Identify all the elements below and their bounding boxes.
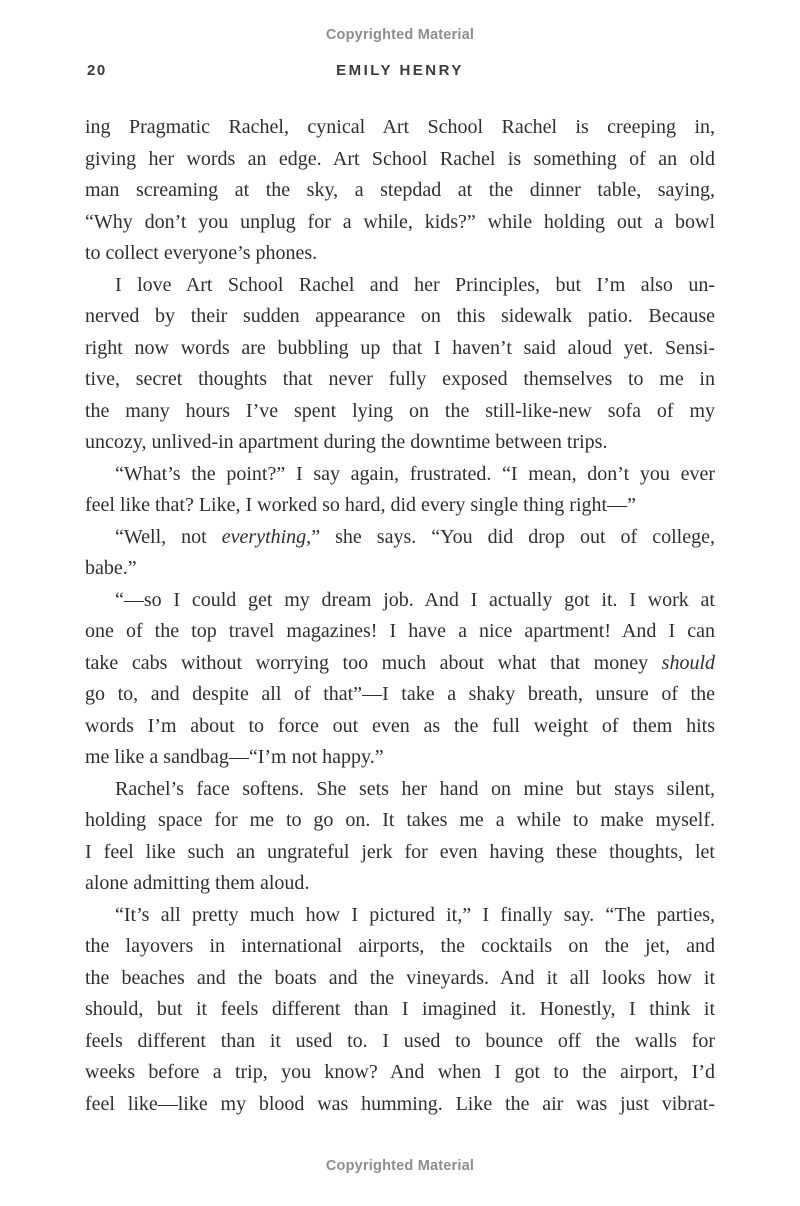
paragraph	[85, 900, 715, 1121]
text-line: I feel like such an ungrateful jerk for even having these thoughts, let	[85, 840, 715, 863]
text-line: weeks before a trip, you know? And when I got to the airport, I’d	[85, 1061, 715, 1083]
text-line: “It’s all pretty much how I pictured it,” I finally say. “The parties,	[115, 903, 715, 926]
text-line: holding space for me to go on. It takes me a while to make myself.	[85, 809, 715, 831]
text-line: “—so I could get my dream job. And I actually got it. I work at	[115, 588, 715, 611]
text-line: giving her words an edge. Art School Rachel is something of an old	[85, 147, 715, 170]
running-header	[85, 62, 715, 82]
text-line: the many hours I’ve spent lying on the still-like-new sofa of my	[85, 399, 715, 422]
text-line: should, but it feels different than I imagined it. Honestly, I think it	[85, 998, 715, 1020]
text-line: man screaming at the sky, a stepdad at the dinner table, saying,	[85, 179, 715, 201]
text-line: “Why don’t you unplug for a while, kids?” while holding out a bowl	[85, 210, 715, 233]
text-line: feel like that? Like, I worked so hard, did every single thing right—”	[85, 494, 636, 516]
text-line: feel like—like my blood was humming. Like the air was just vibrat-	[85, 1092, 715, 1115]
text-line: uncozy, unlived-in apartment during the downtime between trips.	[85, 431, 608, 453]
text-line: tive, secret thoughts that never fully exposed themselves to me in	[85, 368, 715, 390]
text-line: the layovers in international airports, the cocktails on the jet, and	[85, 935, 715, 957]
copyright-notice-top: Copyrighted Material	[325, 27, 475, 43]
text-line: words I’m about to force out even as the full weight of them hits	[85, 714, 715, 737]
text-line: to collect everyone’s phones.	[85, 242, 318, 264]
text-line: me like a sandbag—“I’m not happy.”	[85, 746, 384, 768]
paragraph	[85, 112, 715, 270]
paragraph	[85, 270, 715, 459]
text-line: the beaches and the boats and the vineyards. And it all looks how it	[85, 966, 715, 989]
text-line: “Well, not everything,” she says. “You did drop out of college,	[115, 525, 715, 548]
text-line: ing Pragmatic Rachel, cynical Art School Rachel is creeping in,	[85, 116, 715, 138]
paragraph	[85, 585, 715, 774]
paragraph	[85, 459, 715, 522]
text-line: alone admitting them aloud.	[85, 872, 310, 894]
text-line: I love Art School Rachel and her Principles, but I’m also un-	[115, 273, 715, 296]
running-header-author: EMILY HENRY	[336, 62, 464, 79]
text-line: nerved by their sudden appearance on this sidewalk patio. Because	[85, 305, 715, 327]
text-line: take cabs without worrying too much about what that money should	[85, 651, 715, 674]
paragraph	[85, 774, 715, 900]
paragraph	[85, 522, 715, 585]
text-line: feels different than it used to. I used to bounce off the walls for	[85, 1029, 715, 1052]
text-line: babe.”	[85, 557, 137, 579]
body-text	[85, 112, 715, 1120]
text-line: go to, and despite all of that”—I take a shaky breath, unsure of the	[85, 683, 715, 705]
text-line: Rachel’s face softens. She sets her hand on mine but stays silent,	[115, 777, 715, 800]
text-line: one of the top travel magazines! I have a nice apartment! And I can	[85, 620, 715, 642]
text-line: “What’s the point?” I say again, frustrated. “I mean, don’t you ever	[115, 462, 715, 485]
copyright-notice-bottom: Copyrighted Material	[325, 1158, 475, 1174]
page-number: 20	[87, 62, 107, 79]
text-line: right now words are bubbling up that I haven’t said aloud yet. Sensi-	[85, 336, 715, 359]
